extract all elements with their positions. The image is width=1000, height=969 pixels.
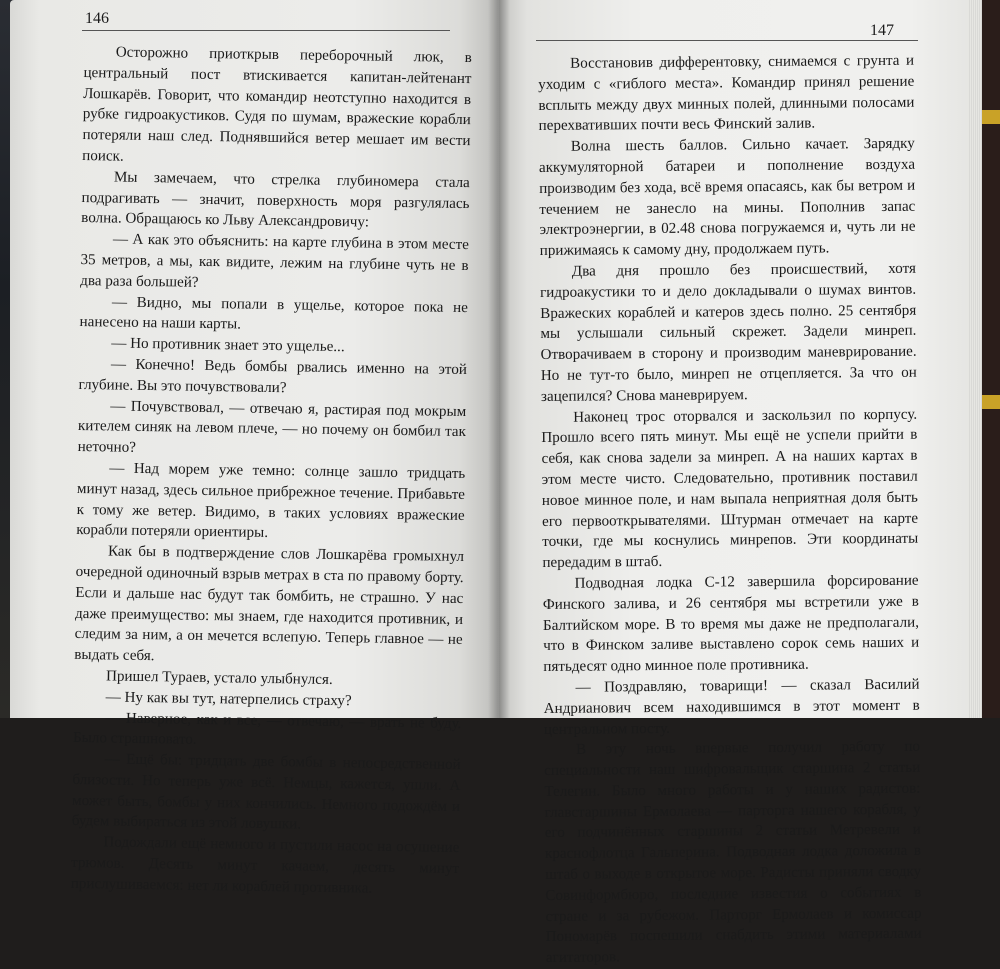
background-stripe: [982, 110, 1000, 124]
paragraph: — Но противник знает это ущелье...: [111, 335, 345, 356]
header-rule: [82, 30, 450, 31]
paragraph: Наконец трос оторвался и заскользил по корпусу. Прошло всего пять минут. Мы ещё не успели прийти в себя, как снова задели за минреп. А на наших картах в этом месте чисто. Следовательно, противник поставил новое минное поле, и нам выпала неприятная доля быть его первооткрывателями. Штурман отмечает на карте точки, где мы коснулись минрепов. Эти координаты передадим в штаб.: [541, 406, 919, 572]
background-stripe: [982, 395, 1000, 409]
paragraph: Осторожно приоткрыв переборочный люк, в центральный пост втискивается капитан-лейтенант Лошкарёв. Говорит, что командир неотступно находится в рубке гидроакустиков. Судя по шумам, вражеские корабли потеряли наш след. Поднявшийся ветер мешает им вести поиск.: [82, 44, 472, 165]
paragraph: Подводная лодка С-12 завершила форсирование Финского залива, и 26 сентября мы встретили уже в Балтийском море. В то время мы даже не предполагали, что в Финском заливе выставлено сорок семь наших и пятьдесят одно минное поле противника.: [542, 572, 920, 676]
paragraph: — Наверное, как и все, — отвечаю, — врать не буду. Было страшновато.: [72, 709, 462, 749]
paragraph: — Поздравляю, товарищи! — сказал Василий Андрианович всем находившимся в этот момент в центральном посту.: [543, 676, 920, 738]
paragraph: — Видно, мы попали в ущелье, которое пока не нанесено на наши карты.: [79, 294, 469, 333]
page-text: [538, 51, 922, 969]
right-page: [498, 0, 982, 967]
page-number: 146: [85, 10, 109, 27]
paragraph: Два дня прошло без происшествий, хотя гидроакустики то и дело докладывали о шумах винтов. Вражеских кораблей и катеров здесь полно. 25 сентября мы услышали сильный скрежет. Задели минреп. Отворачиваем в сторону и производим маневрирование. Но не тут-то было, минреп не отцепляется. За что он зацепился? Снова маневрируем.: [540, 260, 917, 405]
paragraph: — Над морем уже темно: солнце зашло тридцать минут назад, здесь сильное прибрежное течение. Прибавьте к тому же ветер. Видимо, в таких условиях вражеские корабли потеряли ориентиры.: [76, 460, 466, 542]
paragraph: — Ещё бы: тридцать две бомбы в непосредственной близости. Но теперь уже всё. Немцы, кажется, ушли. А может быть, бомбы у них кончились. Немного подождём и будем выбираться из этой ловушки.: [71, 751, 461, 833]
paragraph: Пришел Тураев, устало улыбнулся.: [105, 668, 333, 688]
paragraph: — Конечно! Ведь бомбы рвались именно на этой глубине. Вы это почувствовали?: [78, 356, 468, 396]
paragraph: — Ну как вы тут, натерпелись страху?: [105, 689, 352, 709]
paragraph: В эту ночь впервые получил работу по специальности наш шифровальщик старшина 2 статьи Телегин. Было много работы и у наших радистов: главстаршины Ермолаева — парторга нашего корабля, у его подчинённых старшины 2 статьи Метревели и краснофлотца Гальперина. Подводная лодка доложила в штаб о выходе в открытое море. Радисты приняли сводку Совинформбюро, последние известия о событиях в стране и за рубежом. Парторг Ермолаев и комиссар Пономарёв поспешили снабдить этими материалами агитаторов.: [544, 738, 922, 967]
open-book: [10, 0, 982, 967]
page-text: [71, 42, 472, 901]
left-page: [10, 0, 498, 897]
paragraph: Восстановив дифферентовку, снимаемся с грунта и уходим с «гиблого места». Командир принял решение всплыть между двух минных полей, длинными полосами перехвативших почти весь Финский залив.: [538, 52, 915, 135]
paragraph: Волна шесть баллов. Сильно качает. Зарядку аккумуляторной батареи и пополнение воздуха производим без хода, всё время опасаясь, как бы ветром и течением не занесло на мины. Пополнив запас электроэнергии, в 02.48 снова погружаемся и, чуть ли не прижимаясь к самому дну, продолжаем путь.: [538, 135, 916, 260]
page-number: 147: [870, 22, 894, 39]
paragraph: Подождали ещё немного и пустили насос на осушение трюмов. Десять минут качаем, десять минут прислушиваемся: нет ли кораблей противника.: [70, 834, 460, 897]
paragraph: — А как это объяснить: на карте глубина в этом месте 35 метров, а мы, как видите, лежим на глубине чуть не в два раза большей?: [80, 231, 469, 291]
paragraph: Мы замечаем, что стрелка глубиномера стала подрагивать — значит, поверхность моря разгулялась волна. Обращаюсь ко Льву Александровичу:: [81, 169, 470, 231]
page-edges: [968, 0, 982, 718]
paragraph: Как бы в подтверждение слов Лошкарёва громыхнул очередной одиночный взрыв метрах в ста по правому борту. Если и дальше нас будут так бомбить, не страшно. У нас даже преимущество: мы знаем, где находится противник, и следим за ним, а он мечется вслепую. Теперь главное — не выдать себя.: [74, 543, 465, 665]
paragraph: — Почувствовал, — отвечаю я, растирая под мокрым кителем синяк на левом плече, — но почему он бомбил так неточно?: [77, 398, 467, 457]
header-rule: [536, 40, 918, 41]
book-gutter: [488, 0, 510, 718]
